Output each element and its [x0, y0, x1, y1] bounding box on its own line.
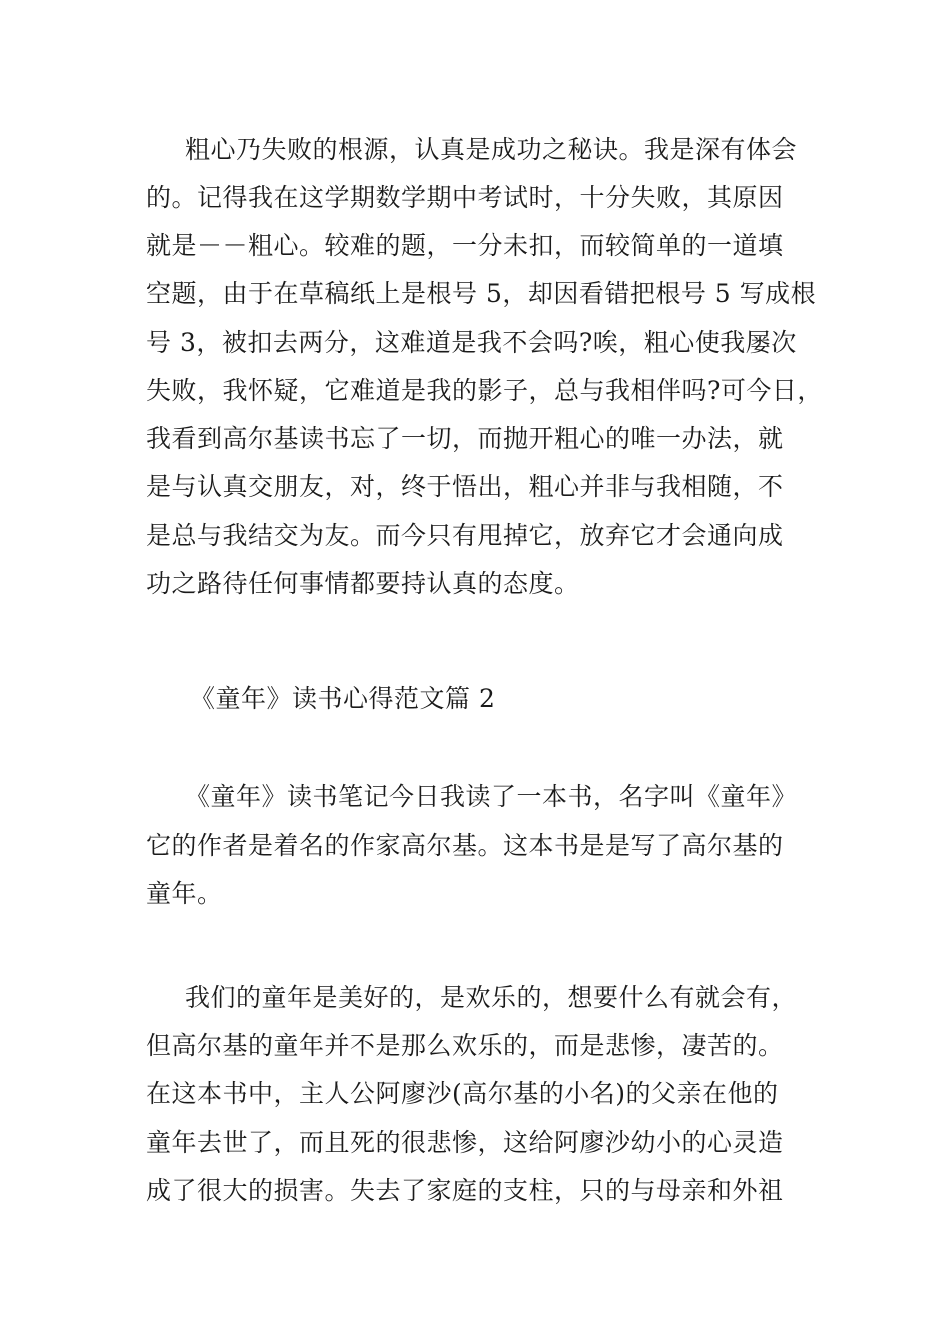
paragraph-line: 粗心乃失败的根源，认真是成功之秘诀。我是深有体会	[185, 135, 798, 164]
paragraph-line: 的。记得我在这学期数学期中考试时，十分失败，其原因	[146, 183, 784, 212]
paragraph-line: 功之路待任何事情都要持认真的态度。	[146, 569, 580, 598]
paragraph-line: 号 3，被扣去两分，这难道是我不会吗?唉，粗心使我屡次	[146, 328, 797, 357]
paragraph-line: 《童年》读书笔记今日我读了一本书，名字叫《童年》	[185, 782, 798, 811]
paragraph-line: 童年。	[146, 879, 223, 908]
paragraph-line: 在这本书中，主人公阿廖沙(高尔基的小名)的父亲在他的	[146, 1079, 779, 1108]
paragraph-line: 是总与我结交为友。而今只有甩掉它，放弃它才会通向成	[146, 521, 784, 550]
section-heading: 《童年》读书心得范文篇 2	[190, 684, 496, 713]
paragraph-line: 但高尔基的童年并不是那么欢乐的，而是悲惨，凄苦的。	[146, 1031, 784, 1060]
paragraph-line: 我看到高尔基读书忘了一切，而抛开粗心的唯一办法，就	[146, 424, 784, 453]
paragraph-line: 成了很大的损害。失去了家庭的支柱，只的与母亲和外祖	[146, 1176, 784, 1205]
paragraph-line: 童年去世了，而且死的很悲惨，这给阿廖沙幼小的心灵造	[146, 1128, 784, 1157]
paragraph-line: 就是－－粗心。较难的题，一分未扣，而较简单的一道填	[146, 231, 784, 260]
paragraph-line: 是与认真交朋友，对，终于悟出，粗心并非与我相随，不	[146, 472, 784, 501]
paragraph-line: 失败，我怀疑，它难道是我的影子，总与我相伴吗?可今日，	[146, 376, 823, 405]
paragraph-line: 我们的童年是美好的，是欢乐的，想要什么有就会有，	[185, 983, 798, 1012]
paragraph-line: 它的作者是着名的作家高尔基。这本书是是写了高尔基的	[146, 831, 784, 860]
paragraph-line: 空题，由于在草稿纸上是根号 5，却因看错把根号 5 写成根	[146, 279, 817, 308]
